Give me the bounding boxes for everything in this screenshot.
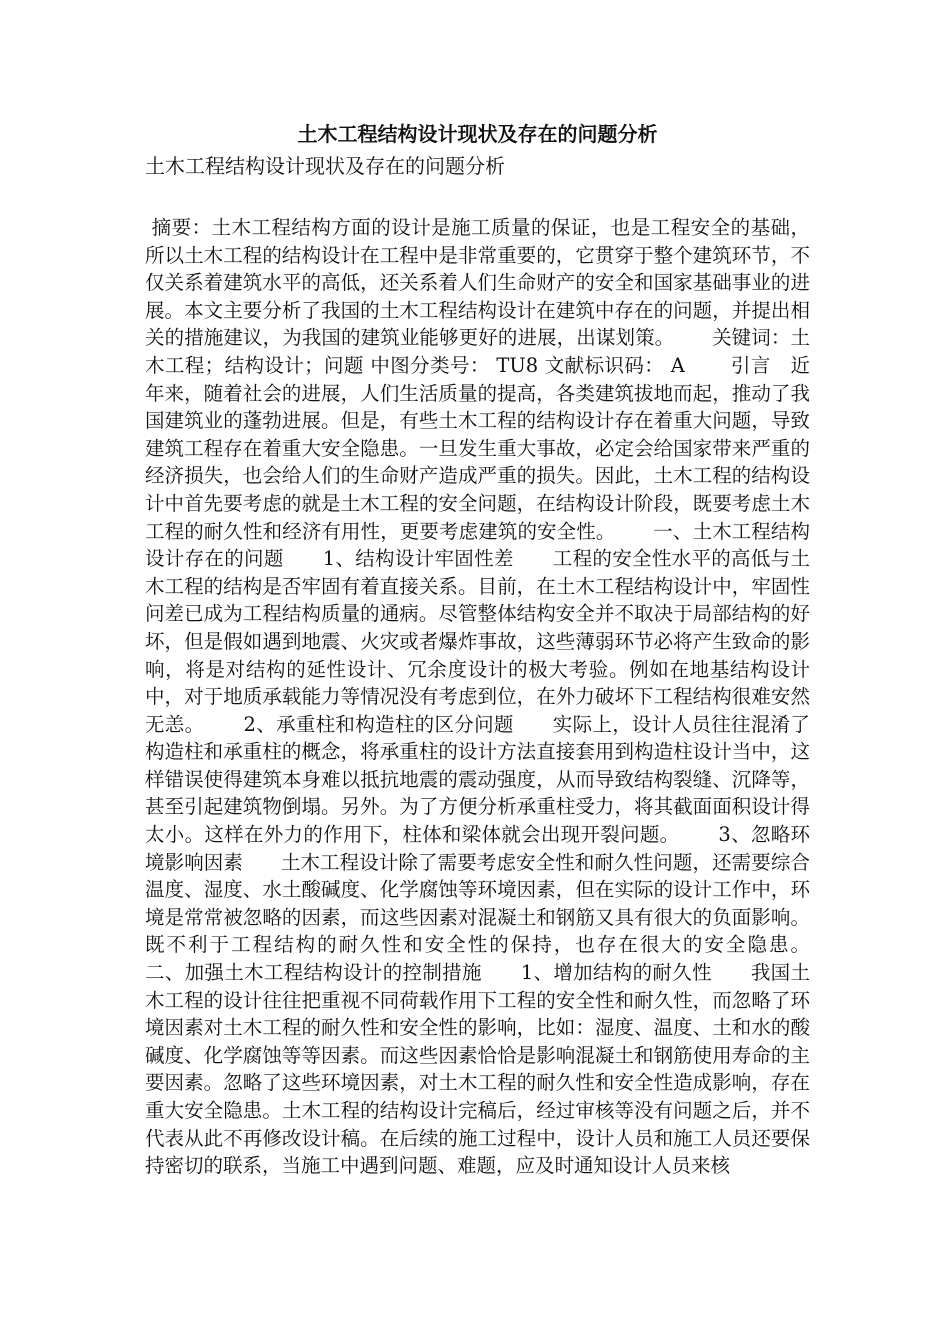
document-body: 摘要：土木工程结构方面的设计是施工质量的保证，也是工程安全的基础，所以土木工程的结构设计在工程中是非常重要的，它贯穿于整个建筑环节，不仅关系着建筑水平的高低，还关系着人们生命财产的安全和国家基础事业的进展。本文主要分析了我国的土木工程结构设计在建筑中存在的问题，并提出相关的措施建议，为我国的建筑业能够更好的进展，出谋划策。 关键词：土木工程；结构设计；问题 中图分类号： TU8 文献标识码： A 引言 近年来，随着社会的进展，人们生活质量的提高，各类建筑拔地而起，推动了我国建筑业的蓬勃进展。但是，有些土木工程的结构设计存在着重大问题，导致建筑工程存在着重大安全隐患。一旦发生重大事故，必定会给国家带来严重的经济损失，也会给人们的生命财产造成严重的损失。因此，土木工程的结构设计中首先要考虑的就是土木工程的安全问题，在结构设计阶段，既要考虑土木工程的耐久性和经济有用性，更要考虑建筑的安全性。 一、土木工程结构设计存在的问题 1、结构设计牢固性差 工程的安全性水平的高低与土木工程的结构是否牢固有着直接关系。目前，在土木工程结构设计中，牢固性问差已成为工程结构质量的通病。尽管整体结构安全并不取决于局部结构的好坏，但是假如遇到地震、火灾或者爆炸事故，这些薄弱环节必将产生致命的影响，将是对结构的延性设计、冗余度设计的极大考验。例如在地基结构设计中，对于地质承载能力等情况没有考虑到位，在外力破坏下工程结构很难安然无恙。 2、承重柱和构造柱的区分问题 实际上，设计人员往往混淆了构造柱和承重柱的概念，将承重柱的设计方法直接套用到构造柱设计当中，这样错误使得建筑本身难以抵抗地震的震动强度，从而导致结构裂缝、沉降等，甚至引起建筑物倒塌。另外。为了方便分析承重柱受力，将其截面面积设计得太小。这样在外力的作用下，柱体和梁体就会出现开裂问题。 3、忽略环境影响因素 土木工程设计除了需要考虑安全性和耐久性问题，还需要综合温度、湿度、水土酸碱度、化学腐蚀等环境因素，但在实际的设计工作中，环境是常常被忽略的因素，而这些因素对混凝土和钢筋又具有很大的负面影响。既不利于工程结构的耐久性和安全性的保持，也存在很大的安全隐患。 二、加强土木工程结构设计的控制措施 1、增加结构的耐久性 我国土木工程的设计往往把重视不同荷载作用下工程的安全性和耐久性，而忽略了环境因素对土木工程的耐久性和安全性的影响，比如：湿度、温度、土和水的酸碱度、化学腐蚀等等因素。而这些因素恰恰是影响混凝土和钢筋使用寿命的主要因素。忽略了这些环境因素，对土木工程的耐久性和安全性造成影响，存在重大安全隐患。土木工程的结构设计完稿后，经过审核等没有问题之后，并不代表从此不再修改设计稿。在后续的施工过程中，设计人员和施工人员还要保持密切的联系，当施工中遇到问题、难题，应及时通知设计人员来核 xyxy=(145,216,848,1178)
document-page xyxy=(145,118,848,1180)
document-title: 土木工程结构设计现状及存在的问题分析 xyxy=(297,122,658,146)
document-subtitle: 土木工程结构设计现状及存在的问题分析 xyxy=(145,154,505,178)
